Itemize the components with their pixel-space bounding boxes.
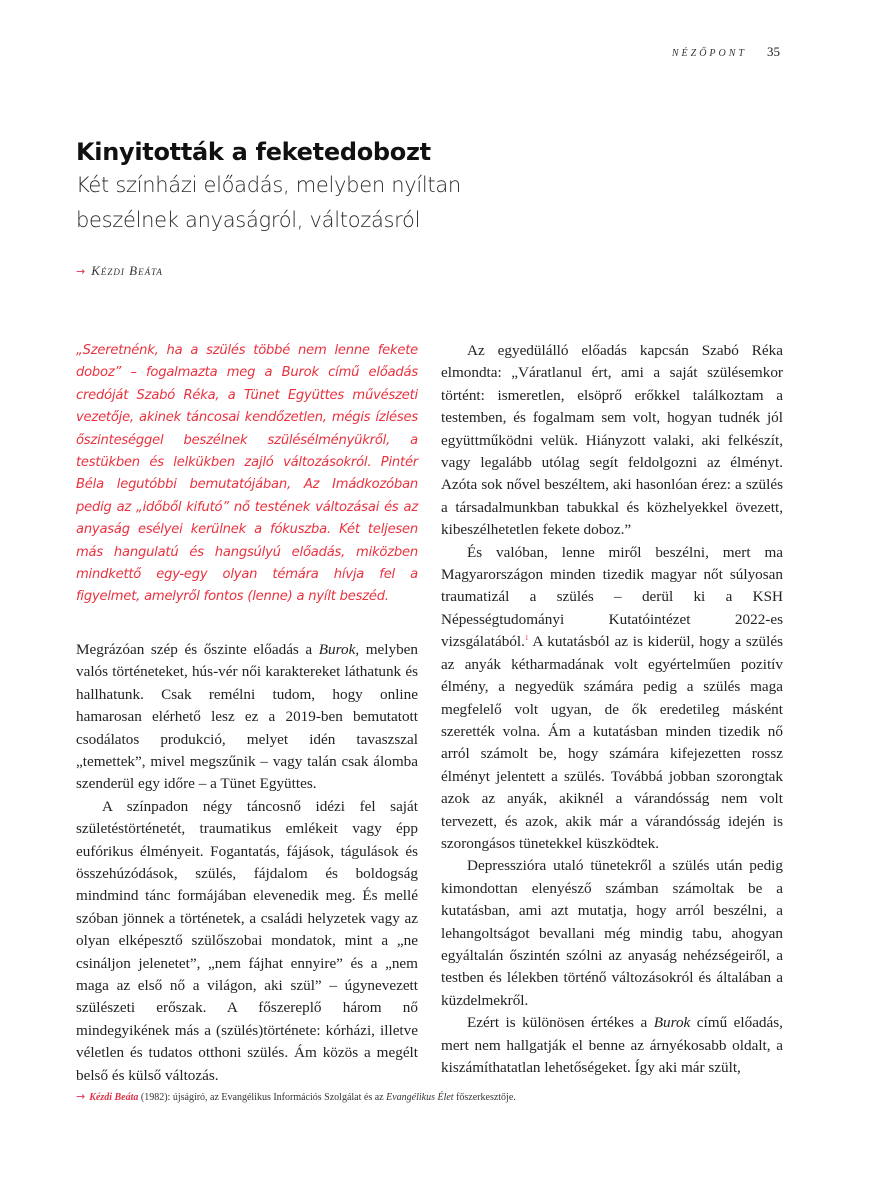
- paragraph-text: Megrázóan szép és őszinte előadás a: [76, 640, 319, 658]
- footnote-bio: főszerkesztője.: [453, 1092, 516, 1103]
- arrow-right-icon: →: [76, 265, 86, 278]
- work-title: Burok: [653, 1014, 691, 1032]
- body-paragraph: Depresszióra utaló tünetekről a szülés után pedig kimondottan elenyésző számban számoltak be a kutatásban, ami azt mutatja, hogy arról beszélni, a lehangoltságot bevallani még mindig tabu, ahogyan egyáltalán őszintén szólni az anyaság nehézségeiről, a testben és lélekben történő változásokról és általában a küzdelmekről.: [441, 857, 783, 1009]
- body-paragraph: [76, 639, 418, 796]
- running-head: [672, 44, 780, 60]
- page-number: 35: [767, 44, 780, 59]
- arrow-right-icon: →: [76, 1090, 86, 1103]
- article-subtitle-line-1: Két színházi előadás, melyben nyíltan: [76, 173, 461, 197]
- body-paragraph: [441, 1012, 783, 1079]
- lead-paragraph: „Szeretnénk, ha a szülés többé nem lenne fekete doboz” – fogalmazta meg a Burok című előadás credóját Szabó Réka, a Tünet Együttes művészeti vezetője, akinek táncosai kendőzetlen, mégis ízléses őszinteséggel beszélnek szülésélményükről, a testükben és lelkükben zajló változásokról. Pintér Béla legutóbbi bemutatójában, Az Imádkozóban pedig az „időből kifutó” nő testének változásai és az anyaság esélyei kerülnek a fókuszba. Két teljesen más hangulatú és hangsúlyú előadás, miközben mindkettő egy-egy olyan témára hívja fel a figyelmet, amelyről fontos (lenne) a nyílt beszéd.: [76, 343, 418, 605]
- work-title: Burok: [318, 640, 356, 658]
- title-block: [76, 136, 536, 238]
- paragraph-text: És valóban, lenne miről beszélni, mert ma Magyarországon minden tizedik magyar nőt súlyosan traumatizál a szülés – derül ki a KSH Népességtudományi Kutatóintézet 2022-es vizsgálatából.: [441, 543, 783, 651]
- right-column: [441, 340, 783, 1079]
- article-title: Kinyitották a feketedobozt: [76, 138, 431, 166]
- body-paragraph: [441, 542, 783, 856]
- article-subtitle-line-2: beszélnek anyaságról, változásról: [76, 208, 421, 232]
- paragraph-text: , melyben valós történeteket, hús-vér női karaktereket láthatunk és hallhatunk. Csak remélni tudom, hogy online hamarosan elérhető lesz ez a 2019-ben bemutatott csodálatos produkció, melyet idén tavaszszal „temettek”, mivel megszűnik – vagy talán csak álomba szenderül egy időre – a Tünet Együttes.: [76, 640, 419, 793]
- footnote-text: [89, 1092, 516, 1103]
- body-paragraph: Az egyedülálló előadás kapcsán Szabó Réka elmondta: „Váratlanul ért, ami a saját szülésemkor történt: ismeretlen, elsöprő erőkkel találkoztam a testemben, és fogalmam sem volt, hogyan tudnék jól együttműködni velük. Hiányzott valaki, aki felkészít, vagy legalább utólag segít feldolgozni az élményt. Azóta sok nővel beszéltem, aki hasonlóan érez: a szülés a társadalmunkban tabukkal és közhelyekkel övezett, kibeszélhetetlen fekete doboz.”: [441, 342, 783, 539]
- footnote-reference[interactable]: 1: [524, 634, 529, 643]
- paragraph-text: című előadás, mert nem hallgatják el benne az árnyékosabb oldalt, a kiszámíthatatlan lehetőségeket. Így aki már szült,: [441, 1014, 783, 1076]
- author-footnote: [76, 1090, 516, 1103]
- footnote-author: Kézdi Beáta: [89, 1092, 139, 1103]
- author-name: Kézdi Beáta: [91, 263, 163, 278]
- publication-title: Evangélikus Élet: [386, 1092, 454, 1103]
- section-name: NÉZŐPONT: [671, 48, 747, 59]
- left-column: [76, 340, 418, 1087]
- byline: [76, 263, 163, 279]
- body-paragraph: A színpadon négy táncosnő idézi fel saját születéstörténetét, traumatikus emlékeit vagy épp eufórikus élményeit. Fogantatás, fájások, tágulások és összehúzódások, szülés, fájdalom és boldogság mindmind tánc formájában elevenedik meg. És mellé szóban jönnek a történetek, a családi helyzetek vagy az olyan elképesztő szülőszobai mondatok, mint a „ne csináljon jelenetet”, „nem fájhat ennyire” és a „nem maga az első nő a világon, aki szül” – úgynevezett szülészeti erőszak. A főszereplő három nő mindegyikének más a (szülés)története: kórházi, illetve véletlen és tudatos otthoni szülés. Ám közös a megélt belső és külső változás.: [76, 797, 418, 1084]
- paragraph-text: A kutatásból az is kiderül, hogy a szülés az anyák kétharmadának volt egyértelműen pozitív élmény, a negyedük számára pedig a szülés maga megfelelő volt ugyan, de ők eredetileg másként szerették volna. Ám a kutatásban minden tizedik nő arról számolt be, hogy számára kifejezetten rossz élményt jelentett a szülés. Továbbá jobban szorongtak azok az anyák, akiknél a várandósság nem volt tervezett, és azok, akik már a várandósság idején is szorongásos tünetekkel küszködtek.: [441, 633, 783, 852]
- paragraph-text: Ezért is különösen értékes a: [467, 1014, 654, 1032]
- footnote-bio: (1982): újságíró, az Evangélikus Információs Szolgálat és az: [138, 1092, 387, 1103]
